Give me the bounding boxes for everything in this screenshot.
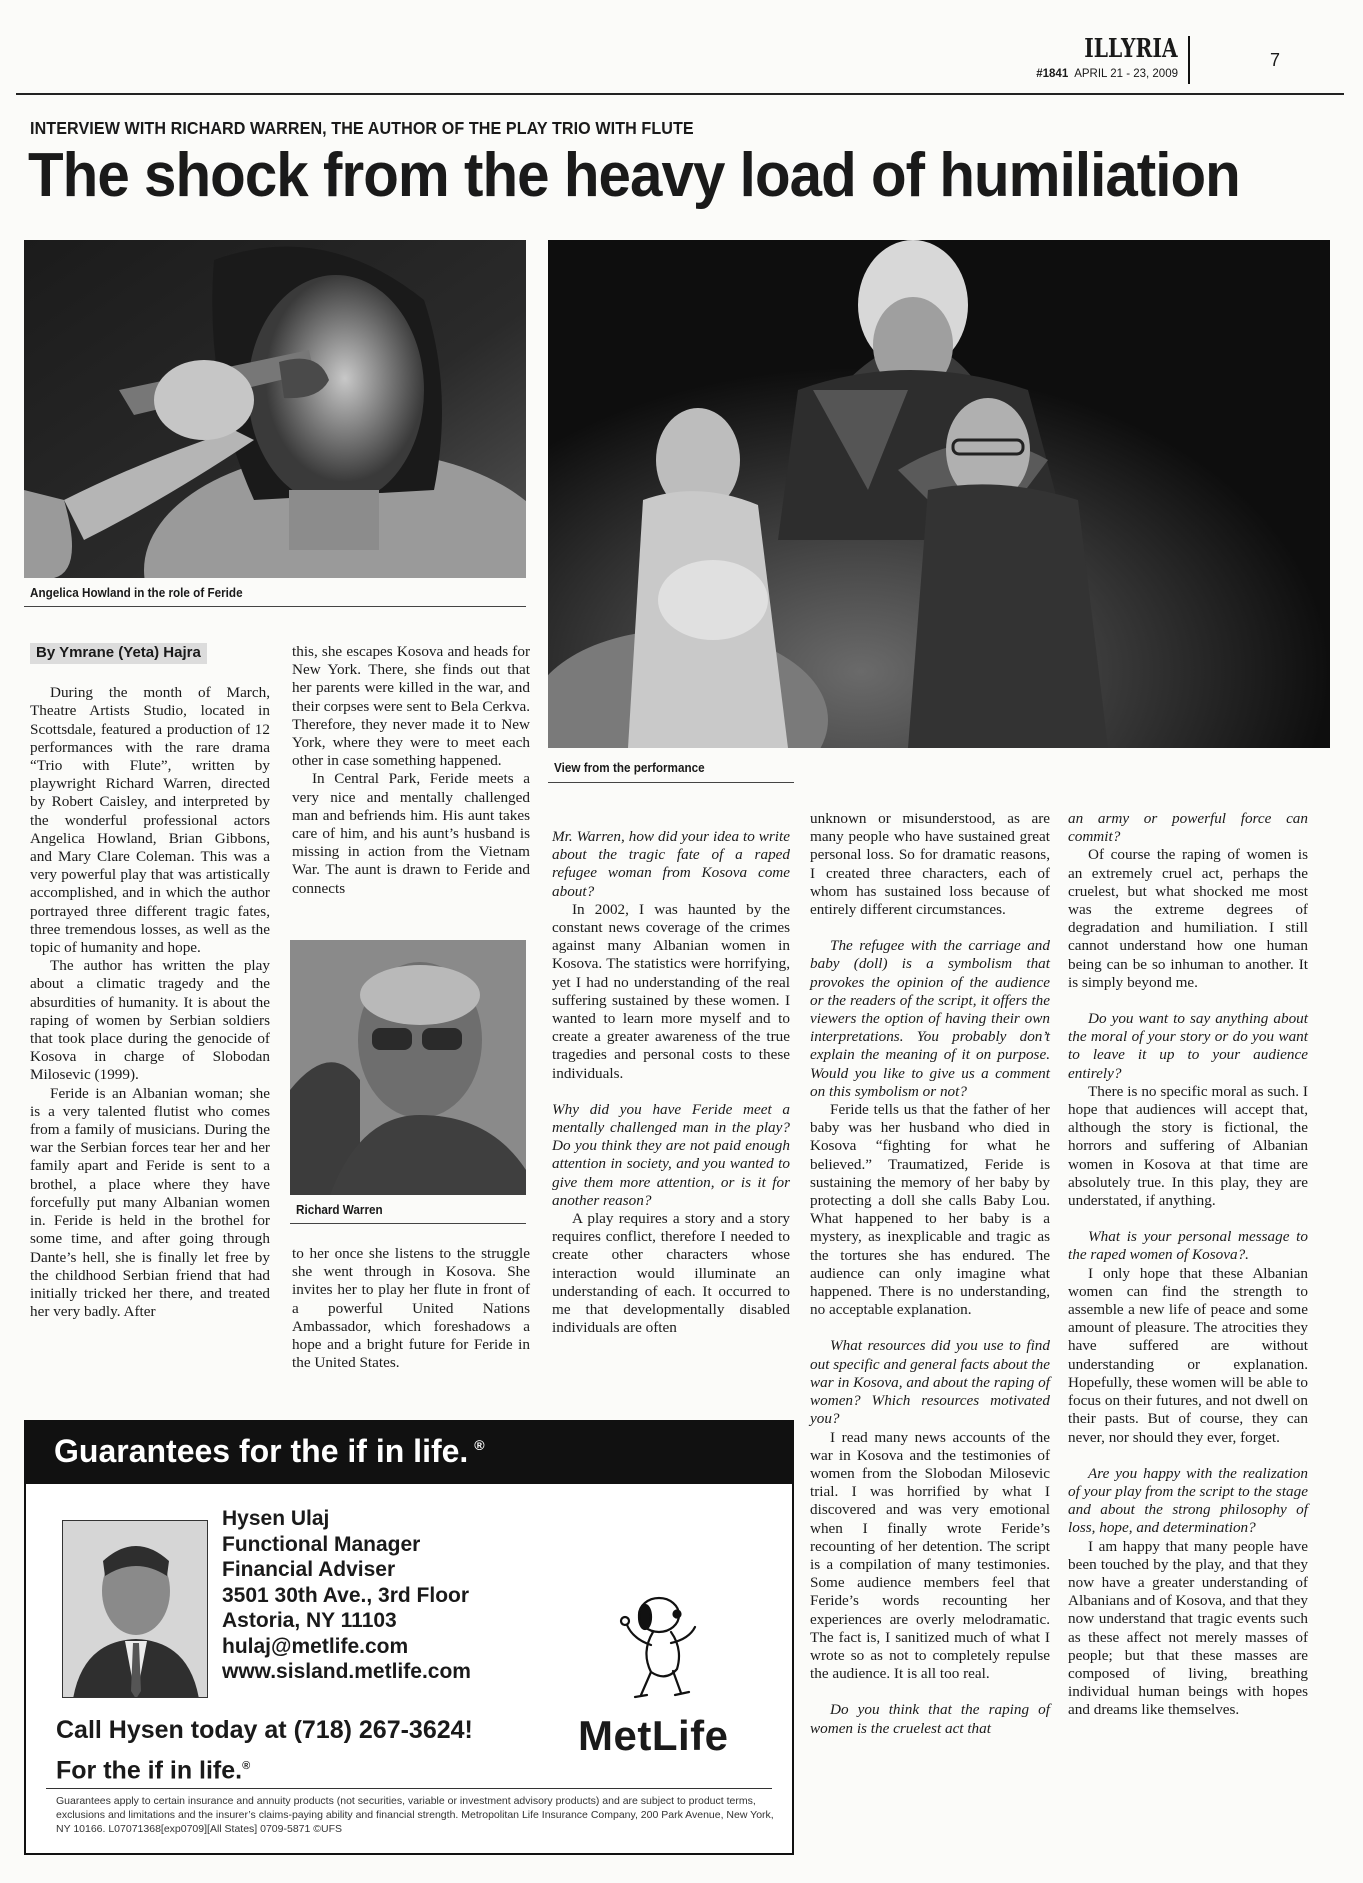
answer: In 2002, I was haunted by the constant news coverage of the crimes against many Albanian women in Kosova. The statistics were horrifying, yet I had no understanding of the real suffering sustained by these women. I wanted to learn more myself and to create a greater awareness of the true tragedies and personal costs to these individuals. (552, 900, 790, 1082)
question: The refugee with the carriage and baby (doll) is a symbolism that provokes the opinion of the audience or the readers of the script, it offers the viewers the option of having their own interpretations. You probably don’t explain the meaning of it on purpose. Would you like to give us a comment on this symbolism or not? (810, 937, 1050, 1100)
feride-caption-rule (24, 606, 526, 607)
answer: unknown or misunderstood, as are many people who have sustained great personal loss. So for dramatic reasons, I created three characters, each of whom has sustained loss because of entirely different circumstances. (810, 810, 1050, 919)
warren-caption: Richard Warren (296, 1202, 383, 1217)
question: Do you think that the raping of women is the cruelest act that (810, 1701, 1050, 1737)
ad-call-to-action (56, 1712, 473, 1788)
agent-city: Astoria, NY 11103 (222, 1609, 397, 1632)
answer: Of course the raping of women is an extremely cruel act, perhaps the cruelest, but what shocked me most was the extreme degrees of degradation and humiliation. I still cannot understand how one human being can be so inhuman to another. It is simply beyond me. (1068, 846, 1308, 991)
tagline-text: For the if in life. (56, 1756, 243, 1785)
col2-paragraph: to her once she listens to the struggle she went through in Kosova. She invites her to play her flute in front of a powerful United Nations Ambassador, which foreshadows a hope and a bright future for Feride in the United States. (292, 1245, 530, 1372)
tagline (56, 1748, 473, 1788)
agent-portrait (62, 1520, 208, 1698)
col1-paragraph: During the month of March, Theatre Artists Studio, located in Scottsdale, featured a production of 12 performances with the rare drama “Trio with Flute”, written by playwright Richard Warren, directed by Robert Caisley, and interpreted by the wonderful professional actors Angelica Howland, Brian Gibbons, and Mary Clare Coleman. This was a very powerful play that was artistically accomplished, and in which the author portrayed three different tragic fates, three tremendous losses, as well as the topic of humanity and hope. (30, 684, 270, 957)
agent-title: Functional Manager (222, 1532, 421, 1556)
ad-fine-print: Guarantees apply to certain insurance and annuity products (not securities, variable or investment advisory products) and are subject to product terms, exclusions and limitations and the insurer’s claims-paying ability and financial strength. Metropolitan Life Insurance Company, 200 Park Avenue, New York, NY 10166. L07071368[exp0709][All States] 0709-5871 ©UFS (56, 1795, 774, 1835)
masthead-divider (1188, 36, 1190, 84)
metlife-logo: MetLife (578, 1712, 729, 1759)
question: Why did you have Feride meet a mentally challenged man in the play? Do you think they are not paid enough attention in society, and you wanted to give them more attention, or is it for another reason? (552, 1100, 790, 1209)
date-text: APRIL 21 - 23, 2009 (1074, 68, 1178, 80)
column-4 (810, 810, 1050, 1738)
question: Mr. Warren, how did your idea to write about the tragic fate of a raped refugee woman from Kosova come about? (552, 828, 790, 900)
feride-caption: Angelica Howland in the role of Feride (30, 585, 243, 600)
headline: The shock from the heavy load of humiliation (28, 141, 1240, 210)
warren-caption-rule (290, 1223, 526, 1224)
agent-address: 3501 30th Ave., 3rd Floor (222, 1583, 470, 1607)
column-1 (30, 643, 270, 1321)
ad-banner (26, 1422, 792, 1484)
column-3 (552, 828, 790, 1337)
performance-photo (548, 240, 1330, 748)
issue-number: #1841 (1036, 68, 1069, 80)
answer: There is no specific moral as such. I hope that audiences will accept that, although the story is fictional, the horrors and suffering of Albanian women in Kosova at that time are absolutely true. In this play, they are understated, if anything. (1068, 1082, 1308, 1210)
byline: By Ymrane (Yeta) Hajra (30, 643, 207, 664)
answer: A play requires a story and a story requires conflict, therefore I needed to create other characters whose interaction would illuminate an understanding of each. It occurred to me that developmentally disabled individuals are often (552, 1210, 790, 1337)
question: What is your personal message to the raped women of Kosova?. (1068, 1228, 1308, 1264)
top-rule (16, 93, 1344, 95)
question: What resources did you use to find out specific and general facts about the war in Kosova, and about the raping of women? Which resources motivated you? (810, 1337, 1050, 1428)
question: Do you want to say anything about the moral of your story or do you want to leave it up to your audience entirely? (1068, 1010, 1308, 1082)
column-5 (1068, 810, 1308, 1720)
publication-name: ILLYRIA (1084, 34, 1178, 64)
answer: I read many news accounts of the war in Kosova and the testimonies of women from the Slobodan Milosevic trial. I was horrified by what I discovered and was very emotional when I finally wrote Feride’s recounting of her detention. The script is a compilation of many testimonies. Some audience members feel that Feride’s words recounting her experiences are overly melodramatic. The fact is, I sanitized much of what I wrote so as not to completely repulse the audience. It is all too real. (810, 1428, 1050, 1683)
col2-paragraph: this, she escapes Kosova and heads for New York. There, she finds out that her parents were killed in the war, and their corpses were sent to Bela Cerkva. Therefore, they never made it to New York, where they were to meet each other in case something happened. (292, 643, 530, 770)
snoopy-icon (611, 1577, 711, 1707)
agent-website: www.sisland.metlife.com (222, 1660, 471, 1683)
masthead (1036, 30, 1210, 88)
col2-paragraph: In Central Park, Feride meets a very nice and mentally challenged man and befriends him. His aunt takes care of him, and his aunt’s husband is missing in action from the Vietnam War. The aunt is drawn to Feride and connects (292, 770, 530, 897)
call-line: Call Hysen today at (718) 267-3624! (56, 1716, 473, 1744)
richard-warren-photo (290, 940, 526, 1195)
issue-date (1036, 68, 1178, 80)
ad-banner-mark: ® (474, 1437, 485, 1454)
agent-contact (222, 1506, 471, 1685)
performance-caption-rule (548, 782, 794, 783)
answer: I only hope that these Albanian women can find the strength to assemble a new life of peace and some amount of pleasure. The atrocities they have suffered are without understanding or explanation. Hopefully, these women will be able to focus on their futures, and not dwell on their pasts. But of course, they can never, nor should they ever, forget. (1068, 1264, 1308, 1446)
col1-paragraph: The author has written the play about a climatic tragedy and the absurdities of humanity. It is about the raping of women by Serbian soldiers that took place during the genocide of Kosova in charge of Slobodan Milosevic (1999). (30, 957, 270, 1084)
kicker: INTERVIEW WITH RICHARD WARREN, THE AUTHOR OF THE PLAY TRIO WITH FLUTE (30, 118, 694, 138)
question: an army or powerful force can commit? (1068, 810, 1308, 846)
performance-caption: View from the performance (554, 760, 705, 775)
agent-email: hulaj@metlife.com (222, 1634, 409, 1658)
column-2-top (292, 643, 530, 898)
feride-photo (24, 240, 526, 578)
question: Are you happy with the realization of your play from the script to the stage and about the strong philosophy of loss, hope, and determination? (1068, 1464, 1308, 1537)
metlife-advertisement (24, 1420, 794, 1855)
answer: I am happy that many people have been touched by the play, and that they now have a greater understanding of Albanians and of Kosova, and that they now understand that tragic events such as these affect not merely masses of people; but that these masses are composed of living, breathing individual human beings with hopes and dreams like themselves. (1068, 1537, 1308, 1719)
agent-name: Hysen Ulaj (222, 1507, 330, 1530)
answer: Feride tells us that the father of her baby was her husband who died in Kosova “fighting for what he believed.” Traumatized, Feride is sustaining the memory of her baby by protecting a doll she calls Baby Lou. What happened to her baby is a mystery, as inexplicable and tragic as the tortures she has endured. The audience can only imagine what happened. There is no understanding, no acceptable explanation. (810, 1101, 1050, 1319)
ad-divider (46, 1788, 772, 1789)
column-2-bottom (292, 1245, 530, 1372)
agent-role: Financial Adviser (222, 1558, 396, 1581)
col1-paragraph: Feride is an Albanian woman; she is a very talented flutist who comes from a family of musicians. During the war the Serbian forces tear her and her family apart and Feride is sent to a brothel, a place where they have forcefully put many Albanian women in. Feride is held in the brothel for some time, and after going through Dante’s hell, she is finally let free by the childhood Serbian friend that had initially tricked her there, and treated her very badly. After (30, 1084, 270, 1321)
tagline-mark: ® (242, 1760, 251, 1772)
page-number: 7 (1270, 50, 1281, 70)
ad-banner-text: Guarantees for the if in life. (54, 1433, 469, 1469)
